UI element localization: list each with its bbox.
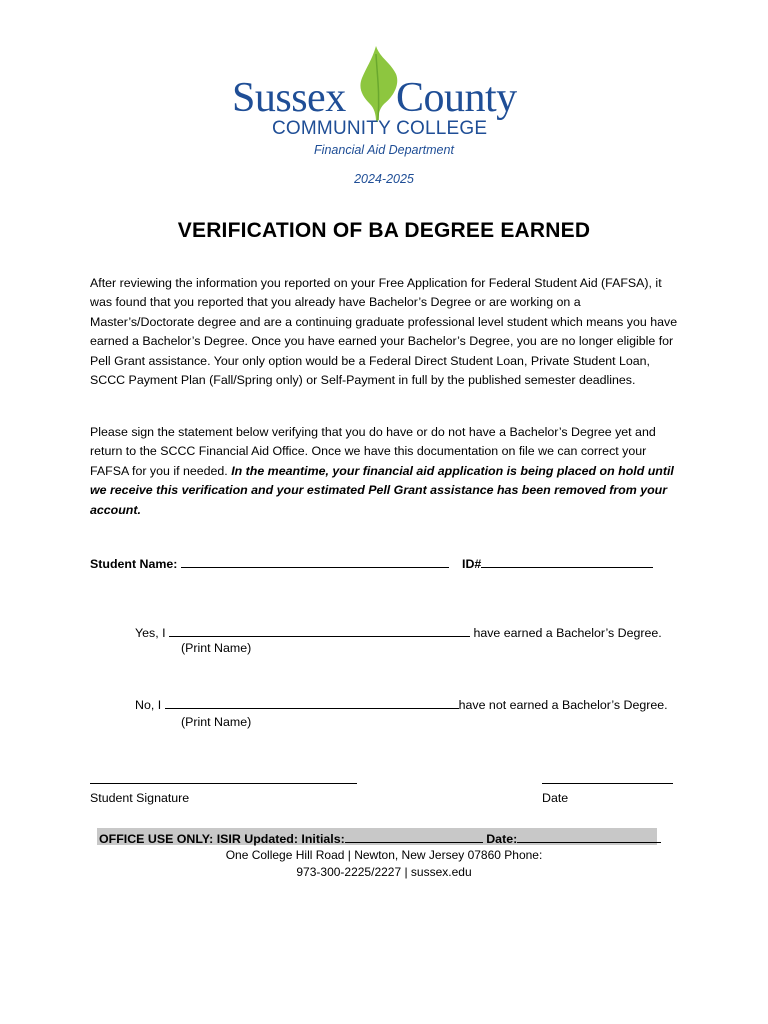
document-title: VERIFICATION OF BA DEGREE EARNED <box>177 219 591 242</box>
no-suffix: have not earned a Bachelor’s Degree. <box>458 698 668 712</box>
office-date-label: Date: <box>486 832 518 846</box>
logo-word-sussex: Sussex <box>232 75 346 121</box>
initials-field[interactable] <box>345 829 483 843</box>
no-prefix: No, I <box>135 698 162 712</box>
award-year: 2024-2025 <box>354 172 414 186</box>
instruction-text: Please sign the statement below verifying that you do have or do not have a Bachelor’s Degree yet and return to the SCCC Financial Aid Office. Once we have this documentation on file we can correct your FAFSA for you if needed. <box>90 425 656 478</box>
id-label: ID# <box>462 557 482 571</box>
id-row <box>462 554 653 571</box>
office-date-field[interactable] <box>517 829 661 843</box>
print-name-hint-2: (Print Name) <box>181 715 252 729</box>
footer-contact: 973-300-2225/2227 | sussex.edu <box>296 865 472 879</box>
date-label: Date <box>542 791 569 805</box>
no-statement <box>135 695 668 712</box>
office-use-row <box>99 829 661 846</box>
logo-community-college: COMMUNITY COLLEGE <box>272 118 488 139</box>
no-print-name-field[interactable] <box>165 695 459 709</box>
department-name: Financial Aid Department <box>314 143 454 157</box>
student-name-label: Student Name: <box>90 557 178 571</box>
logo-word-county: County <box>396 75 517 121</box>
yes-print-name-field[interactable] <box>169 623 470 637</box>
yes-suffix: have earned a Bachelor’s Degree. <box>473 626 662 640</box>
student-name-row <box>90 554 449 571</box>
office-use-label: OFFICE USE ONLY: ISIR Updated: Initials: <box>99 832 345 846</box>
intro-paragraph: After reviewing the information you reported on your Free Application for Federal Student Aid (FAFSA), it was found that you reported that you already have Bachelor’s Degree or are working on a Master’s/Doctorate degree and are a continuing graduate professional level student which means you have earned a Bachelor’s Degree. Once you have earned your Bachelor’s Degree, you are no longer eligible for Pell Grant assistance. Your only option would be a Federal Direct Student Loan, Private Student Loan, SCCC Payment Plan (Fall/Spring only) or Self-Payment in full by the published semester deadlines. <box>90 276 678 388</box>
footer-address: One College Hill Road | Newton, New Jersey 07860 Phone: <box>225 848 543 862</box>
signature-line[interactable] <box>90 783 357 784</box>
student-name-field[interactable] <box>181 554 449 568</box>
hold-notice: In the meantime, your financial aid application is being placed on hold until we receive this verification and your estimated Pell Grant assistance has been removed from your account. <box>90 463 674 517</box>
instruction-paragraph <box>90 423 682 520</box>
date-line[interactable] <box>542 783 673 784</box>
yes-statement <box>135 623 662 640</box>
signature-label: Student Signature <box>90 791 190 805</box>
yes-prefix: Yes, I <box>135 626 166 640</box>
print-name-hint-1: (Print Name) <box>181 641 252 655</box>
id-field[interactable] <box>481 554 653 568</box>
